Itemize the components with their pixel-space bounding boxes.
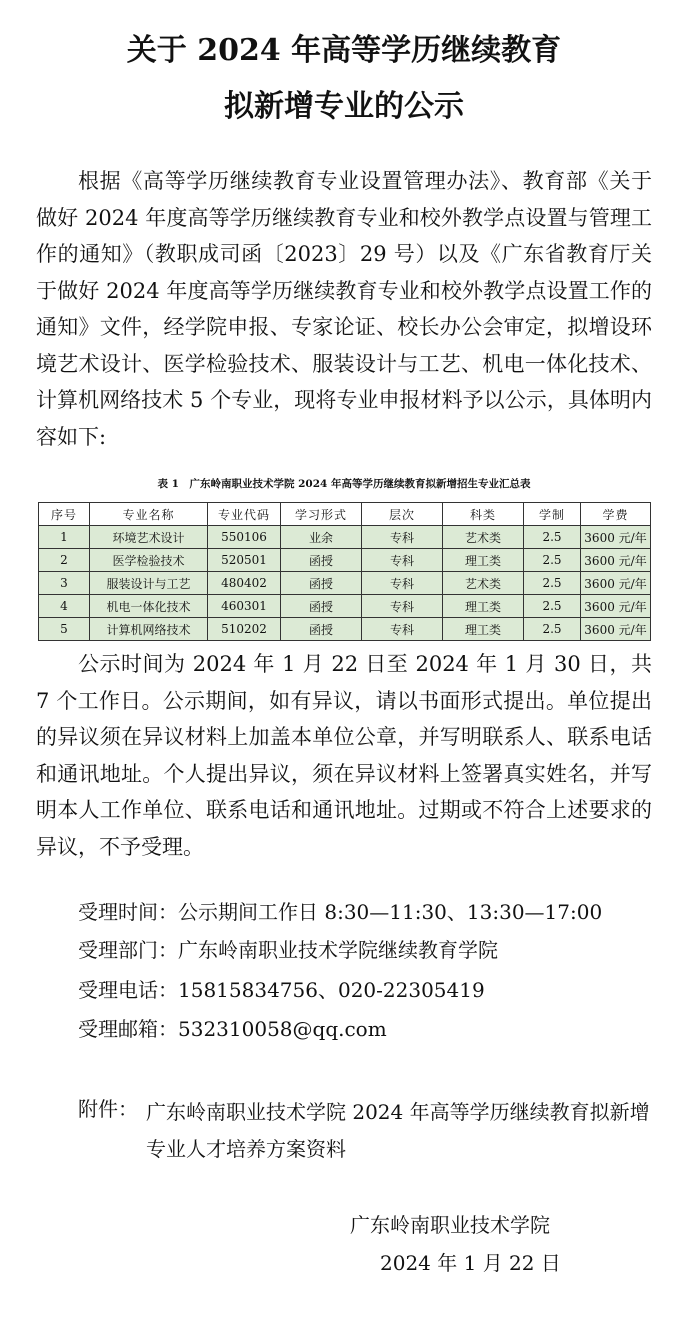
table-row — [39, 526, 651, 549]
header-cell: 学制 — [524, 503, 581, 526]
header-cell: 科类 — [443, 503, 524, 526]
header-cell: 专业名称 — [90, 503, 208, 526]
table-cell: 3 — [39, 572, 90, 595]
table-row — [39, 572, 651, 595]
table-cell: 3600 元/年 — [581, 572, 651, 595]
table-cell: 1 — [39, 526, 90, 549]
table-cell: 业余 — [281, 526, 362, 549]
table-cell: 理工类 — [443, 549, 524, 572]
table-cell: 专科 — [362, 526, 443, 549]
table-cell: 2.5 — [524, 526, 581, 549]
title-line-2: 拟新增专业的公示 — [224, 89, 464, 124]
table-cell: 专科 — [362, 618, 443, 641]
table-cell: 机电一体化技术 — [90, 595, 208, 618]
table-cell: 理工类 — [443, 618, 524, 641]
table-cell: 3600 元/年 — [581, 595, 651, 618]
table-cell: 3600 元/年 — [581, 618, 651, 641]
table-cell: 520501 — [208, 549, 281, 572]
signature-org: 广东岭南职业技术学院 — [350, 1213, 550, 1237]
table-cell: 专科 — [362, 549, 443, 572]
table-cell: 理工类 — [443, 595, 524, 618]
table-cell: 5 — [39, 618, 90, 641]
table-cell: 2.5 — [524, 549, 581, 572]
table-cell: 服装设计与工艺 — [90, 572, 208, 595]
table-cell: 550106 — [208, 526, 281, 549]
header-cell: 学费 — [581, 503, 651, 526]
title-line-1: 关于 2024 年高等学历继续教育 — [126, 33, 562, 68]
table-cell: 函授 — [281, 549, 362, 572]
table-cell: 计算机网络技术 — [90, 618, 208, 641]
table-cell: 艺术类 — [443, 572, 524, 595]
table-cell: 函授 — [281, 572, 362, 595]
signature-date: 2024 年 1 月 22 日 — [380, 1251, 561, 1275]
header-cell: 层次 — [362, 503, 443, 526]
table-cell: 4 — [39, 595, 90, 618]
table-cell: 2.5 — [524, 618, 581, 641]
table-cell: 艺术类 — [443, 526, 524, 549]
contact-email: 受理邮箱：532310058@qq.com — [78, 1017, 387, 1041]
table-cell: 函授 — [281, 618, 362, 641]
table-caption: 表 1 广东岭南职业技术学院 2024 年高等学历继续教育拟新增招生专业汇总表 — [157, 478, 531, 490]
attachment-label: 附件： — [78, 1097, 138, 1121]
attachment-text: 广东岭南职业技术学院 2024 年高等学历继续教育拟新增专业人才培养方案资料 — [146, 1100, 650, 1161]
table-cell: 医学检验技术 — [90, 549, 208, 572]
table-header-row — [39, 503, 651, 526]
header-cell: 序号 — [39, 503, 90, 526]
notice-paragraph: 公示时间为 2024 年 1 月 22 日至 2024 年 1 月 30 日，共 7 个工作日。公示期间，如有异议，请以书面形式提出。单位提出的异议须在异议材料上加盖本单位公章，并写明联系人、联系电话和通讯地址。个人提出异议，须在异议材料上签署真实姓名，并写明本人工作单位、联系电话和通讯地址。过期或不符合上述要求的异议，不予受理。 — [36, 652, 652, 859]
table-row — [39, 549, 651, 572]
table-cell: 460301 — [208, 595, 281, 618]
table-cell: 510202 — [208, 618, 281, 641]
header-cell: 学习形式 — [281, 503, 362, 526]
table-cell: 2 — [39, 549, 90, 572]
table-cell: 函授 — [281, 595, 362, 618]
table-cell: 专科 — [362, 595, 443, 618]
table-row — [39, 618, 651, 641]
table-cell: 2.5 — [524, 572, 581, 595]
table-cell: 环境艺术设计 — [90, 526, 208, 549]
table-cell: 3600 元/年 — [581, 549, 651, 572]
table-row — [39, 595, 651, 618]
contact-phone: 受理电话：15815834756、020-22305419 — [78, 978, 485, 1002]
table-cell: 3600 元/年 — [581, 526, 651, 549]
header-cell: 专业代码 — [208, 503, 281, 526]
majors-table — [38, 502, 651, 641]
contact-time: 受理时间：公示期间工作日 8:30—11:30、13:30—17:00 — [78, 900, 603, 924]
intro-paragraph: 根据《高等学历继续教育专业设置管理办法》、教育部《关于做好 2024 年度高等学历继续教育专业和校外教学点设置与管理工作的通知》（教职成司函〔2023〕29 号）以及《广东省教育厅关于做好 2024 年度高等学历继续教育专业和校外教学点设置工作的通知》文件，经学院申报、专家论证、校长办公会审定，拟增设环境艺术设计、医学检验技术、服装设计与工艺、机电一体化技术、计算机网络技术 5 个专业，现将专业申报材料予以公示，具体明内容如下: — [36, 169, 652, 449]
table-cell: 480402 — [208, 572, 281, 595]
table-cell: 2.5 — [524, 595, 581, 618]
contact-department: 受理部门：广东岭南职业技术学院继续教育学院 — [78, 938, 498, 962]
table-cell: 专科 — [362, 572, 443, 595]
